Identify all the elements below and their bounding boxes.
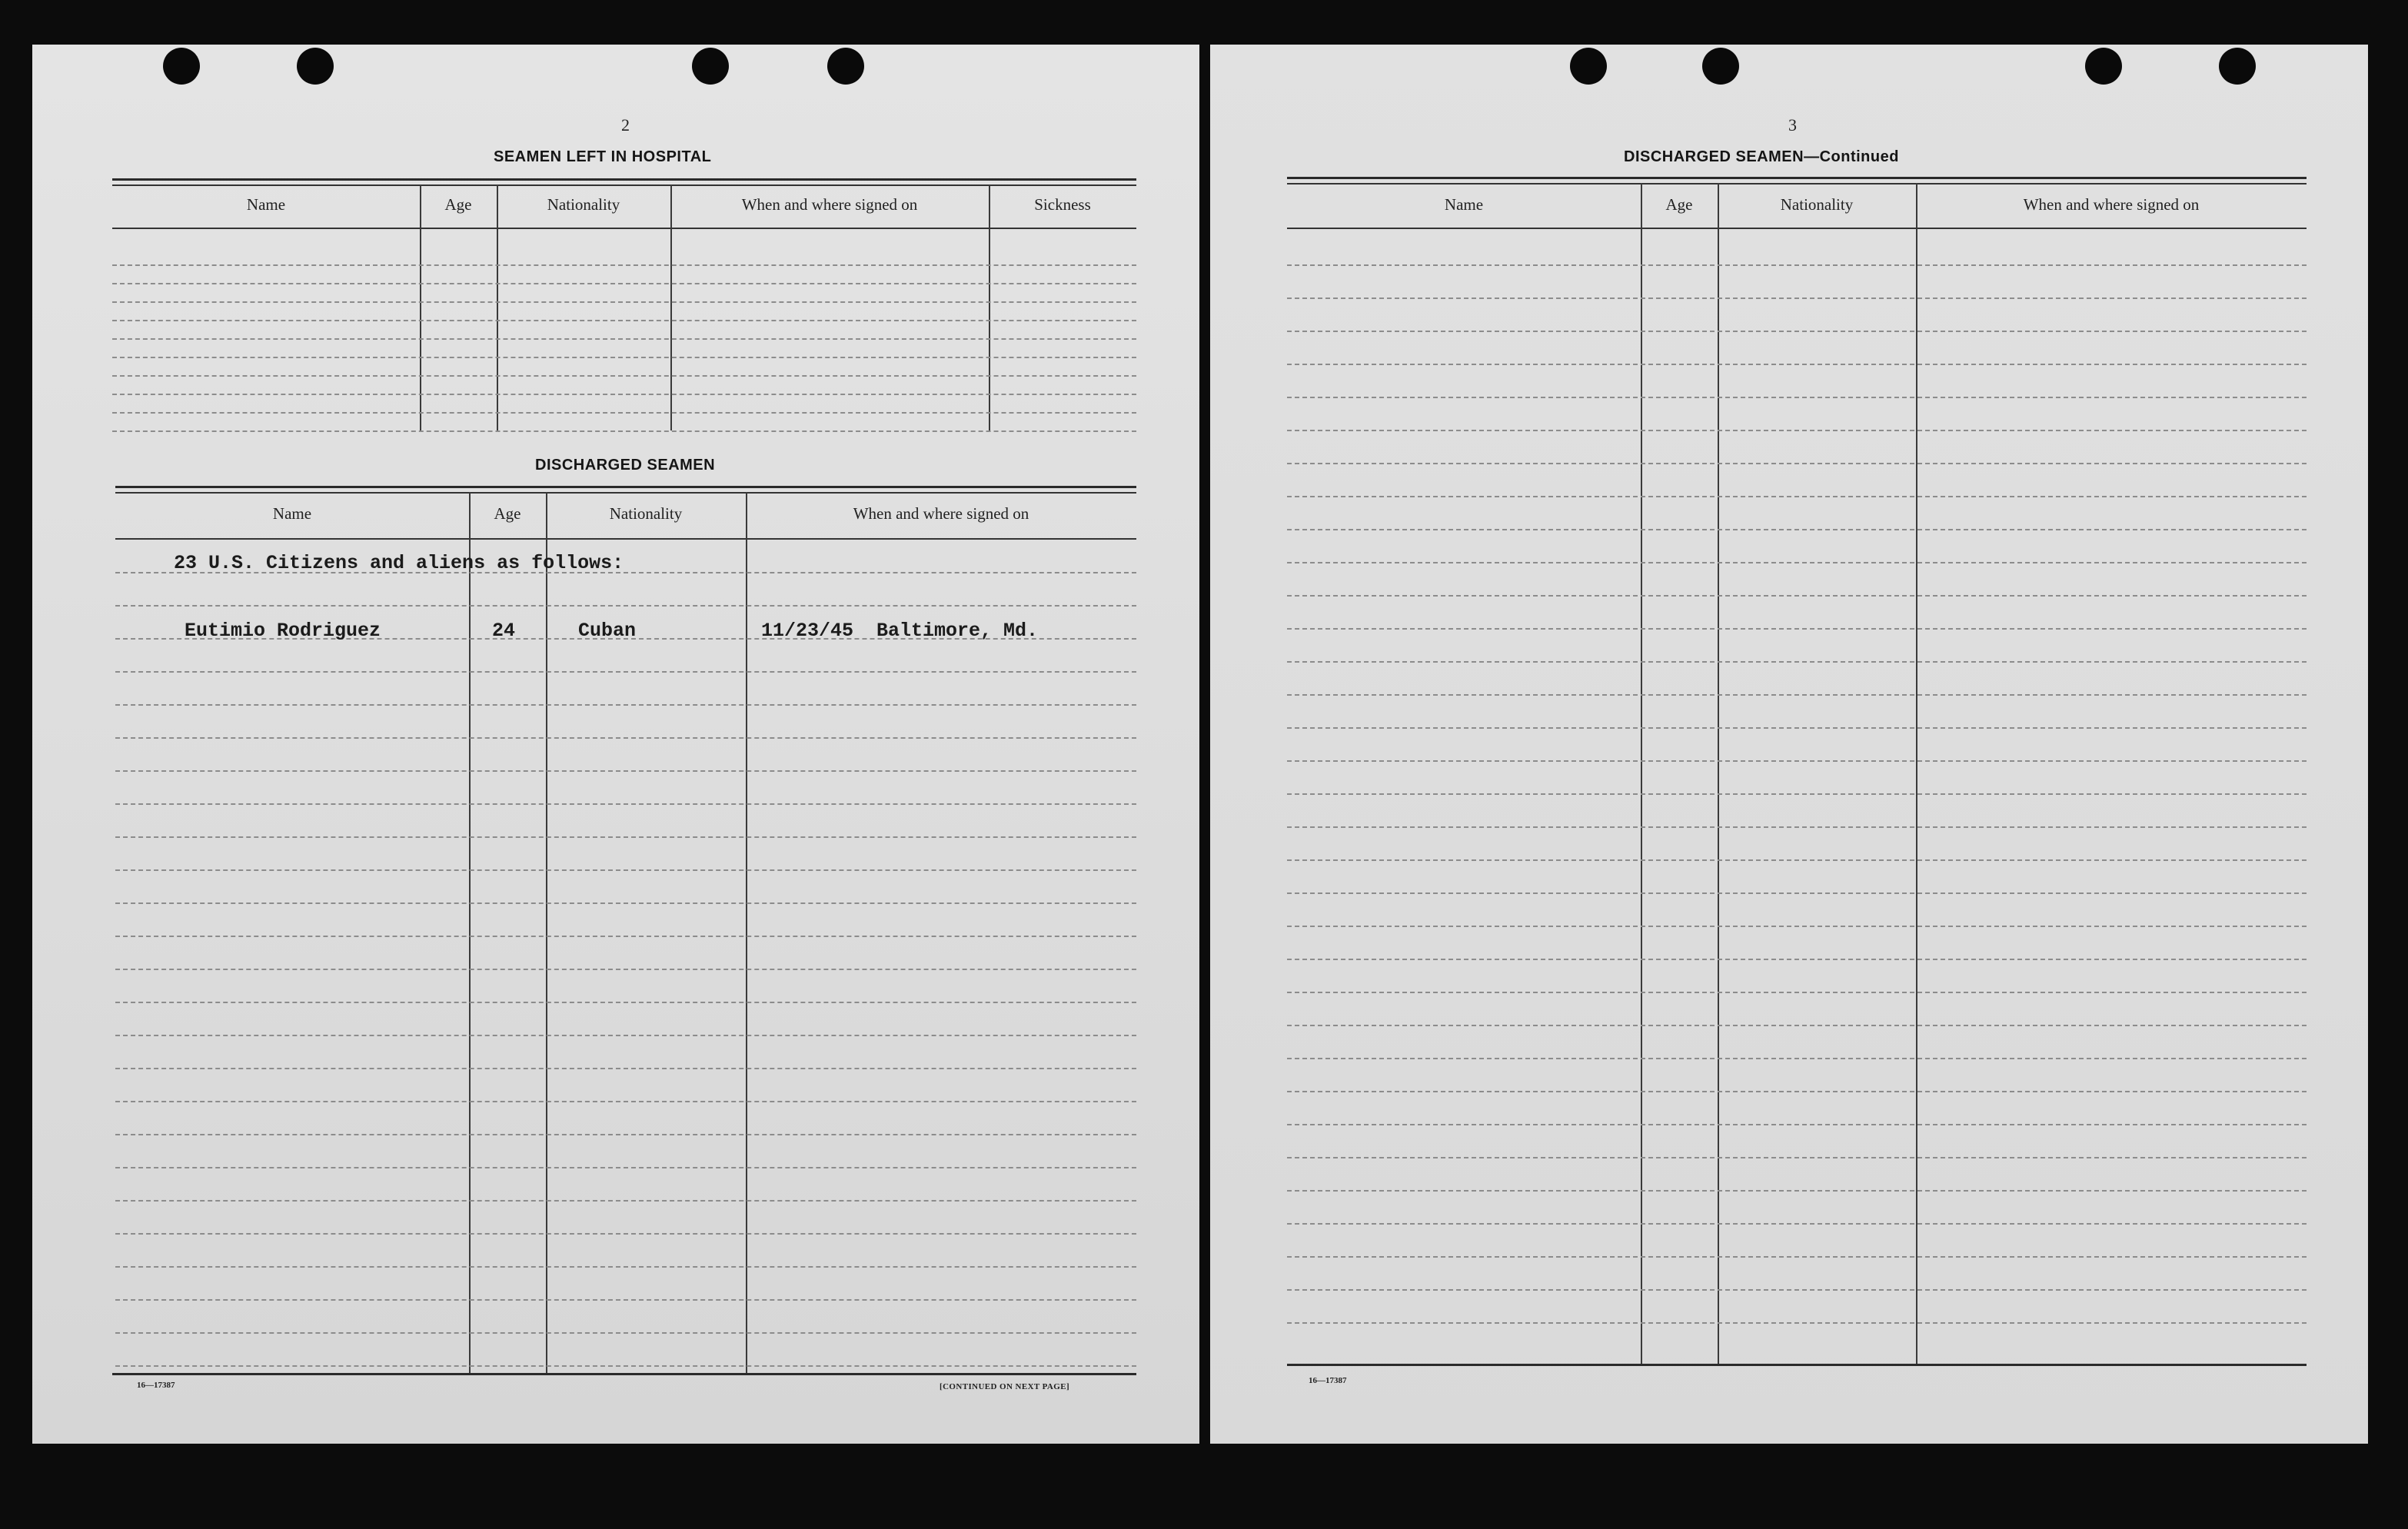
ruled-line — [115, 1233, 1136, 1235]
punch-hole — [2219, 48, 2256, 85]
ruled-line — [1287, 1190, 2307, 1192]
ruled-line — [112, 320, 1136, 321]
form-number: 16—17387 — [137, 1381, 175, 1390]
entry-nationality: Cuban — [578, 620, 637, 642]
table-bottom-rule — [112, 1373, 1136, 1375]
ruled-line — [1287, 562, 2307, 563]
header-bottom-rule — [112, 228, 1136, 229]
column-header-age: Age — [1665, 195, 1693, 214]
column-divider — [746, 492, 747, 1374]
ruled-line — [1287, 959, 2307, 960]
ruled-line — [1287, 661, 2307, 663]
entry-signed-on: 11/23/45 Baltimore, Md. — [761, 620, 1039, 642]
ruled-line — [115, 1101, 1136, 1102]
entry-age: 24 — [492, 620, 516, 642]
right-page — [1210, 45, 2368, 1444]
table-top-rule — [115, 486, 1136, 488]
column-divider — [1916, 183, 1917, 1365]
ruled-line — [1287, 529, 2307, 530]
ruled-line — [1287, 264, 2307, 266]
ruled-line — [1287, 926, 2307, 927]
ruled-line — [1287, 694, 2307, 696]
ruled-line — [112, 338, 1136, 340]
column-header-signed-on: When and where signed on — [741, 195, 918, 214]
ruled-line — [1287, 826, 2307, 828]
summary-line: 23 U.S. Citizens and aliens as follows: — [174, 552, 624, 574]
ruled-line — [115, 1299, 1136, 1301]
continued-note: [CONTINUED ON NEXT PAGE] — [940, 1382, 1070, 1391]
column-header-nationality: Nationality — [609, 504, 683, 523]
discharged-section-title: DISCHARGED SEAMEN — [535, 457, 716, 474]
ruled-line — [1287, 628, 2307, 630]
column-header-sickness: Sickness — [1034, 195, 1091, 214]
ruled-line — [1287, 463, 2307, 464]
ruled-line — [115, 1266, 1136, 1268]
table-bottom-rule — [1287, 1364, 2307, 1366]
punch-hole — [827, 48, 864, 85]
ruled-line — [115, 1365, 1136, 1367]
header-bottom-rule — [1287, 228, 2307, 229]
table-top-rule — [112, 178, 1136, 181]
ruled-line — [112, 264, 1136, 266]
punch-hole — [1570, 48, 1607, 85]
table-top-rule — [112, 184, 1136, 186]
ruled-line — [115, 1167, 1136, 1168]
ruled-line — [112, 357, 1136, 358]
ruled-line — [115, 704, 1136, 706]
table-top-rule — [1287, 183, 2307, 184]
ruled-line — [1287, 793, 2307, 795]
ruled-line — [115, 1002, 1136, 1003]
column-header-name: Name — [246, 195, 286, 214]
ruled-line — [115, 1200, 1136, 1202]
ruled-line — [112, 283, 1136, 284]
ruled-line — [1287, 297, 2307, 299]
ruled-line — [1287, 1223, 2307, 1225]
ruled-line — [115, 936, 1136, 937]
punch-hole — [1702, 48, 1739, 85]
page-number: 2 — [621, 115, 630, 135]
punch-hole — [163, 48, 200, 85]
column-divider — [1641, 183, 1642, 1365]
discharged-continued-title: DISCHARGED SEAMEN—Continued — [1624, 148, 1899, 165]
column-header-nationality: Nationality — [1780, 195, 1854, 214]
ruled-line — [115, 1332, 1136, 1334]
hospital-section-title: SEAMEN LEFT IN HOSPITAL — [494, 148, 712, 165]
column-divider — [1718, 183, 1719, 1365]
ruled-line — [112, 301, 1136, 303]
ruled-line — [1287, 595, 2307, 597]
ruled-line — [115, 969, 1136, 970]
column-header-signed-on: When and where signed on — [853, 504, 1029, 523]
column-header-age: Age — [444, 195, 472, 214]
ruled-line — [115, 1068, 1136, 1069]
entry-name: Eutimio Rodriguez — [185, 620, 381, 642]
ruled-line — [115, 737, 1136, 739]
ruled-line — [1287, 496, 2307, 497]
ruled-line — [115, 836, 1136, 838]
ruled-line — [1287, 1091, 2307, 1092]
ruled-line — [1287, 1058, 2307, 1059]
punch-hole — [297, 48, 334, 85]
punch-hole — [692, 48, 729, 85]
ruled-line — [115, 869, 1136, 871]
ruled-line — [1287, 364, 2307, 365]
ruled-line — [1287, 1256, 2307, 1258]
ruled-line — [115, 1035, 1136, 1036]
ruled-line — [112, 375, 1136, 377]
ruled-line — [115, 902, 1136, 904]
ruled-line — [1287, 331, 2307, 332]
column-divider — [469, 492, 471, 1374]
ruled-line — [1287, 1025, 2307, 1026]
column-header-age: Age — [494, 504, 521, 523]
form-number: 16—17387 — [1309, 1376, 1347, 1385]
ruled-line — [115, 803, 1136, 805]
column-header-name: Name — [1444, 195, 1484, 214]
ruled-line — [115, 605, 1136, 607]
ruled-line — [1287, 1322, 2307, 1324]
ruled-line — [1287, 859, 2307, 861]
ruled-line — [115, 1134, 1136, 1135]
column-header-name: Name — [272, 504, 312, 523]
column-header-signed-on: When and where signed on — [2023, 195, 2200, 214]
ruled-line — [1287, 727, 2307, 729]
punch-hole — [2085, 48, 2122, 85]
ruled-line — [115, 671, 1136, 673]
ruled-line — [1287, 1157, 2307, 1158]
column-divider — [546, 492, 547, 1374]
ruled-line — [1287, 992, 2307, 993]
ruled-line — [1287, 760, 2307, 762]
ruled-line — [115, 770, 1136, 772]
table-top-rule — [115, 492, 1136, 494]
column-header-nationality: Nationality — [547, 195, 620, 214]
ruled-line — [1287, 1289, 2307, 1291]
ruled-line — [1287, 430, 2307, 431]
ruled-line — [1287, 1124, 2307, 1125]
page-number: 3 — [1788, 115, 1797, 135]
ruled-line — [112, 430, 1136, 432]
header-bottom-rule — [115, 538, 1136, 540]
ruled-line — [112, 412, 1136, 414]
table-top-rule — [1287, 177, 2307, 179]
ruled-line — [1287, 397, 2307, 398]
ruled-line — [1287, 892, 2307, 894]
ruled-line — [112, 394, 1136, 395]
